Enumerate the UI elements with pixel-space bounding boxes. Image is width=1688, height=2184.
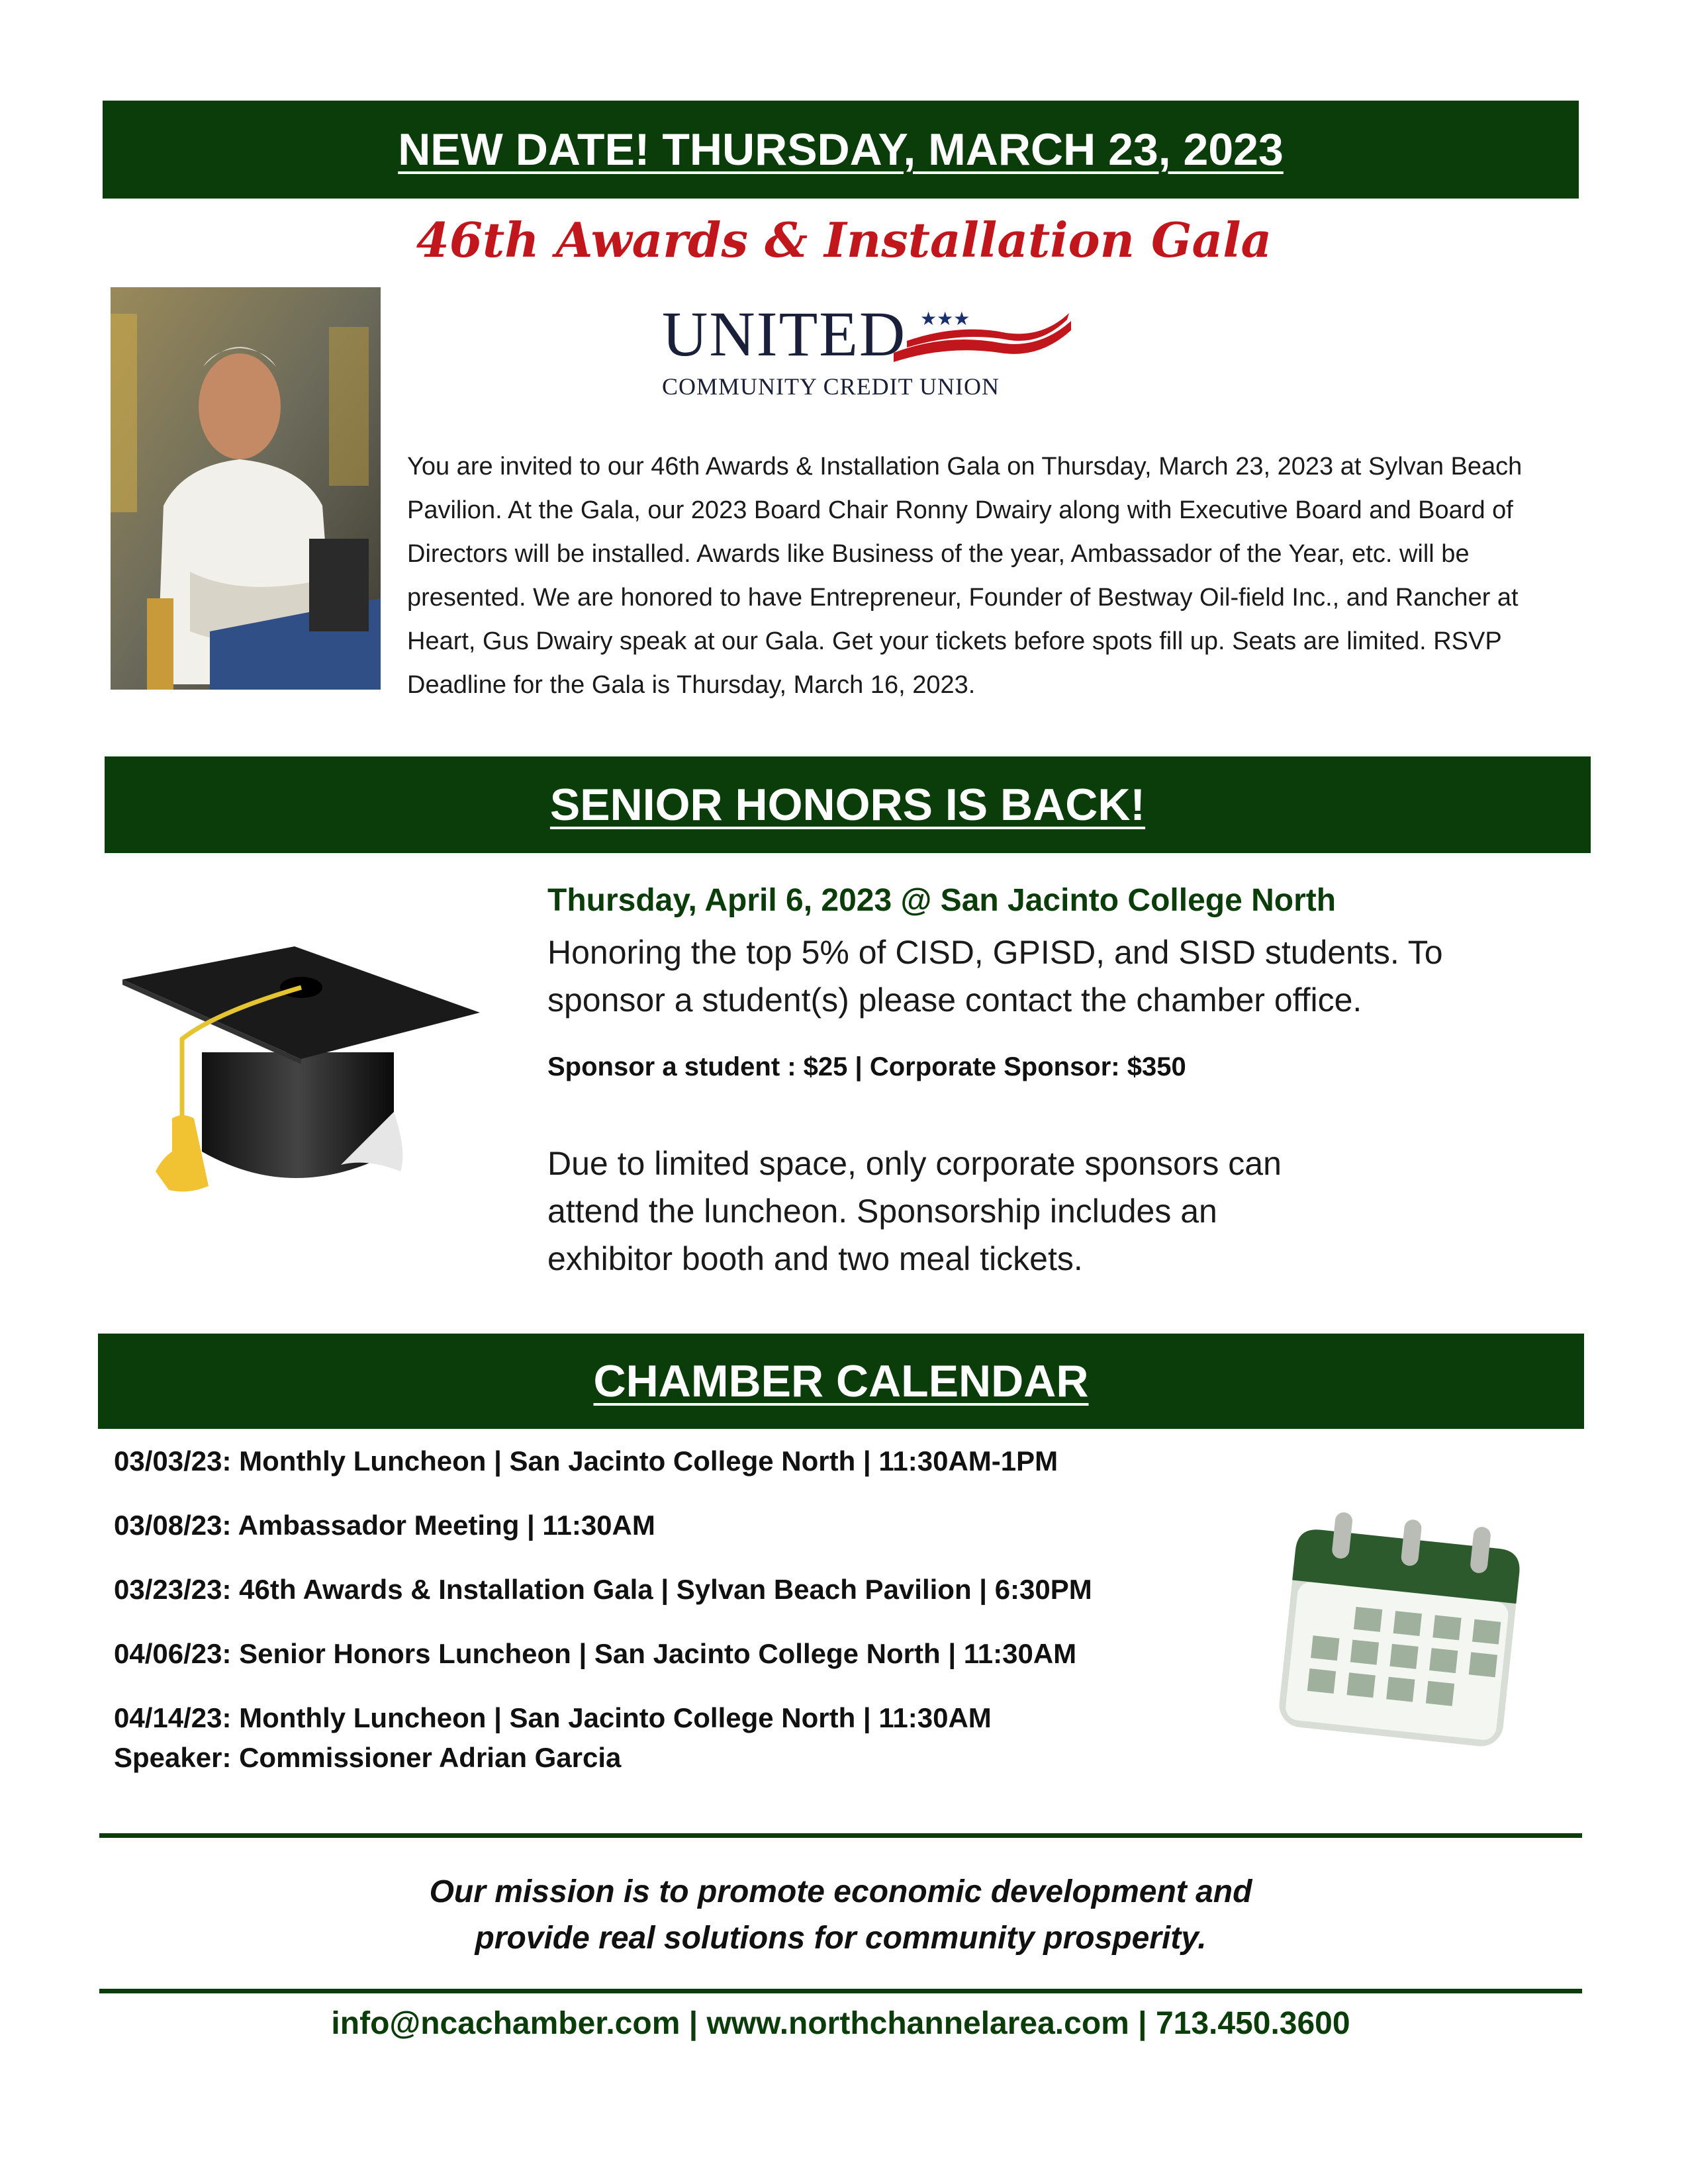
divider [99, 1989, 1582, 1993]
calendar-icon [1274, 1512, 1526, 1751]
logo-subtitle: COMMUNITY CREDIT UNION [662, 373, 1000, 400]
mission-line: provide real solutions for community prosperity. [475, 1921, 1207, 1956]
senior-note: Due to limited space, only corporate sponsors can attend the luncheon. Sponsorship includes an exhibitor booth and two meal tickets. [547, 1145, 1282, 1277]
senior-description: Honoring the top 5% of CISD, GPISD, and SISD students. To sponsor a student(s) please contact the chamber office. [547, 934, 1443, 1019]
gala-title: 46th Awards & Installation Gala [416, 212, 1272, 268]
mission-statement [0, 1869, 1681, 1962]
calendar-item-text: 03/03/23: Monthly Luncheon | San Jacinto College North | 11:30AM-1PM [114, 1445, 1058, 1477]
calendar-item-speaker: Speaker: Commissioner Adrian Garcia [114, 1742, 622, 1773]
sponsor-logo [655, 298, 1079, 407]
gala-banner: NEW DATE! THURSDAY, MARCH 23, 2023 [103, 101, 1579, 199]
calendar-item [114, 1634, 1305, 1674]
contact-line[interactable]: info@ncachamber.com | www.northchannelarea.com | 713.450.3600 [331, 2006, 1350, 2041]
calendar-item [114, 1570, 1305, 1610]
logo-wordmark: UNITED [662, 298, 907, 369]
calendar-item [114, 1441, 1305, 1481]
mission-line: Our mission is to promote economic development and [429, 1874, 1252, 1909]
flag-logo [894, 306, 1072, 366]
sponsor-prices: Sponsor a student : $25 | Corporate Sponsor: $350 [547, 1052, 1186, 1081]
portrait-photo [111, 287, 381, 690]
gala-description: You are invited to our 46th Awards & Installation Gala on Thursday, March 23, 2023 at Sylvan Beach Pavilion. At the Gala, our 2023 Board Chair Ronny Dwairy along with Executive Board and Board of Directors will be installed. Awards like Business of the year, Ambassador of the Year, etc. will be presented. We are honored to have Entrepreneur, Founder of Bestway Oil-field Inc., and Rancher at Heart, Gus Dwairy speak at our Gala. Get your tickets before spots fill up. Seats are limited. RSVP Deadline for the Gala is Thursday, March 16, 2023. [407, 453, 1523, 699]
calendar-item-text: 04/06/23: Senior Honors Luncheon | San Jacinto College North | 11:30AM [114, 1638, 1077, 1669]
calendar-item-text: 03/23/23: 46th Awards & Installation Gala | Sylvan Beach Pavilion | 6:30PM [114, 1574, 1092, 1605]
graduation-cap-icon [116, 940, 487, 1205]
senior-date: Thursday, April 6, 2023 @ San Jacinto College North [547, 883, 1336, 918]
divider [99, 1833, 1582, 1838]
calendar-banner: CHAMBER CALENDAR [98, 1334, 1584, 1429]
svg-text:★★★: ★★★ [920, 308, 970, 330]
senior-banner: SENIOR HONORS IS BACK! [105, 756, 1591, 853]
calendar-item-text: 04/14/23: Monthly Luncheon | San Jacinto College North | 11:30AM [114, 1702, 992, 1733]
calendar-list [114, 1441, 1305, 1802]
calendar-item [114, 1698, 1305, 1778]
calendar-item-text: 03/08/23: Ambassador Meeting | 11:30AM [114, 1510, 655, 1541]
calendar-item [114, 1506, 1305, 1545]
